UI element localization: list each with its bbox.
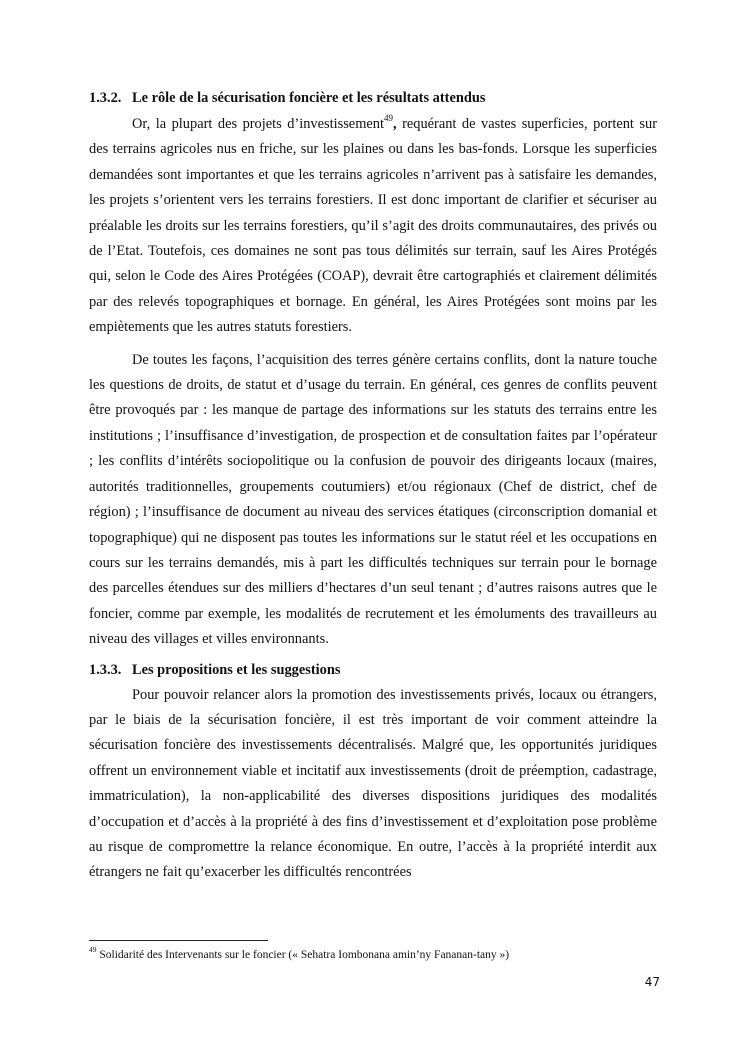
paragraph: De toutes les façons, l’acquisition des terres génère certains conflits, dont la nature touche les questions de droits, de statut et d’usage du terrain. En général, ces genres de conflits peuvent être provoqués par : les manque de partage des informations sur les statuts des terrains entre les institutions ; l’insuffisance d’investigation, de prospection et de consultation faites par l’opérateur ; les conflits d’intérêts sociopolitique ou la confusion de pouvoir des dirigeants locaux (maires, autorités traditionnelles, groupements coutumiers) et/ou régionaux (Chef de district, chef de région) ; l’insuffisance de document au niveau des services étatiques (circonscription domanial et topographique) qui ne disposent pas toutes les informations sur le statut réel et les occupations en cours sur les terrains demandés, mis à part les difficultés techniques sur terrain pour le bornage des parcelles étendues sur des milliers d’hectares d’un seul tenant ; d’autres raisons autres que le foncier, comme par exemple, les modalités de recrutement et les émoluments des travailleurs au niveau des villages et villes environnants. [89, 351, 657, 648]
page-body [89, 88, 657, 886]
section-heading-1-3-2 [89, 88, 657, 108]
footnote-number: 49 [89, 945, 97, 955]
page-number: 47 [644, 975, 660, 989]
section-number: 1.3.2. [89, 90, 122, 106]
footnote-text: Solidarité des Intervenants sur le foncier (« Sehatra Iombonana amin’ny Fananan-tany ») [96, 949, 510, 961]
footnote [89, 947, 657, 963]
paragraph-text: requérant de vastes superficies, portent sur des terrains agricoles nus en friche, sur les plaines ou dans les bas-fonds. Lorsque les superficies demandées sont importantes et que les terrains agricoles n’arrivent pas à satisfaire les demandes, les projets s’orientent vers les terrains forestiers. Il est donc important de clarifier et sécuriser au préalable les droits sur les terrains forestiers, qu’il s’agit des droits communautaires, des privés ou de l’Etat. Toutefois, ces domaines ne sont pas tous délimités sur terrain, sauf les Aires Protégés qui, selon le Code des Aires Protégées (COAP), devrait être cartographiés et clairement délimités par des relevés topographiques et bornage. En général, les Aires Protégées sont moins par les empiètements que les autres statuts forestiers. [89, 116, 657, 336]
paragraph: Pour pouvoir relancer alors la promotion des investissements privés, locaux ou étrangers, par le biais de la sécurisation foncière, il est très important de voir comment atteindre la sécurisation foncière des investissements décentralisés. Malgré que, les opportunités juridiques offrent un environnement viable et incitatif aux investissements (droit de préemption, cadastrage, immatriculation), la non-applicabilité des diverses dispositions juridiques des modalités d’occupation et d’accès à la propriété à des fins d’investissement et d’exploitation pose problème au risque de compromettre la relance économique. En outre, l’accès à la propriété interdit aux étrangers ne fait qu’exacerber les difficultés rencontrées [89, 686, 657, 881]
section-title: Le rôle de la sécurisation foncière et les résultats attendus [132, 90, 486, 106]
section-number: 1.3.3. [89, 661, 122, 678]
paragraph-text: Or, la plupart des projets d’investissement [132, 116, 384, 132]
paragraph [89, 112, 657, 341]
section-heading-1-3-3 [89, 660, 657, 680]
footnote-reference: 49 [383, 113, 393, 124]
footnote-separator [89, 940, 268, 941]
bold-comma: , [392, 116, 397, 132]
section-title: Les propositions et les suggestions [132, 661, 341, 678]
